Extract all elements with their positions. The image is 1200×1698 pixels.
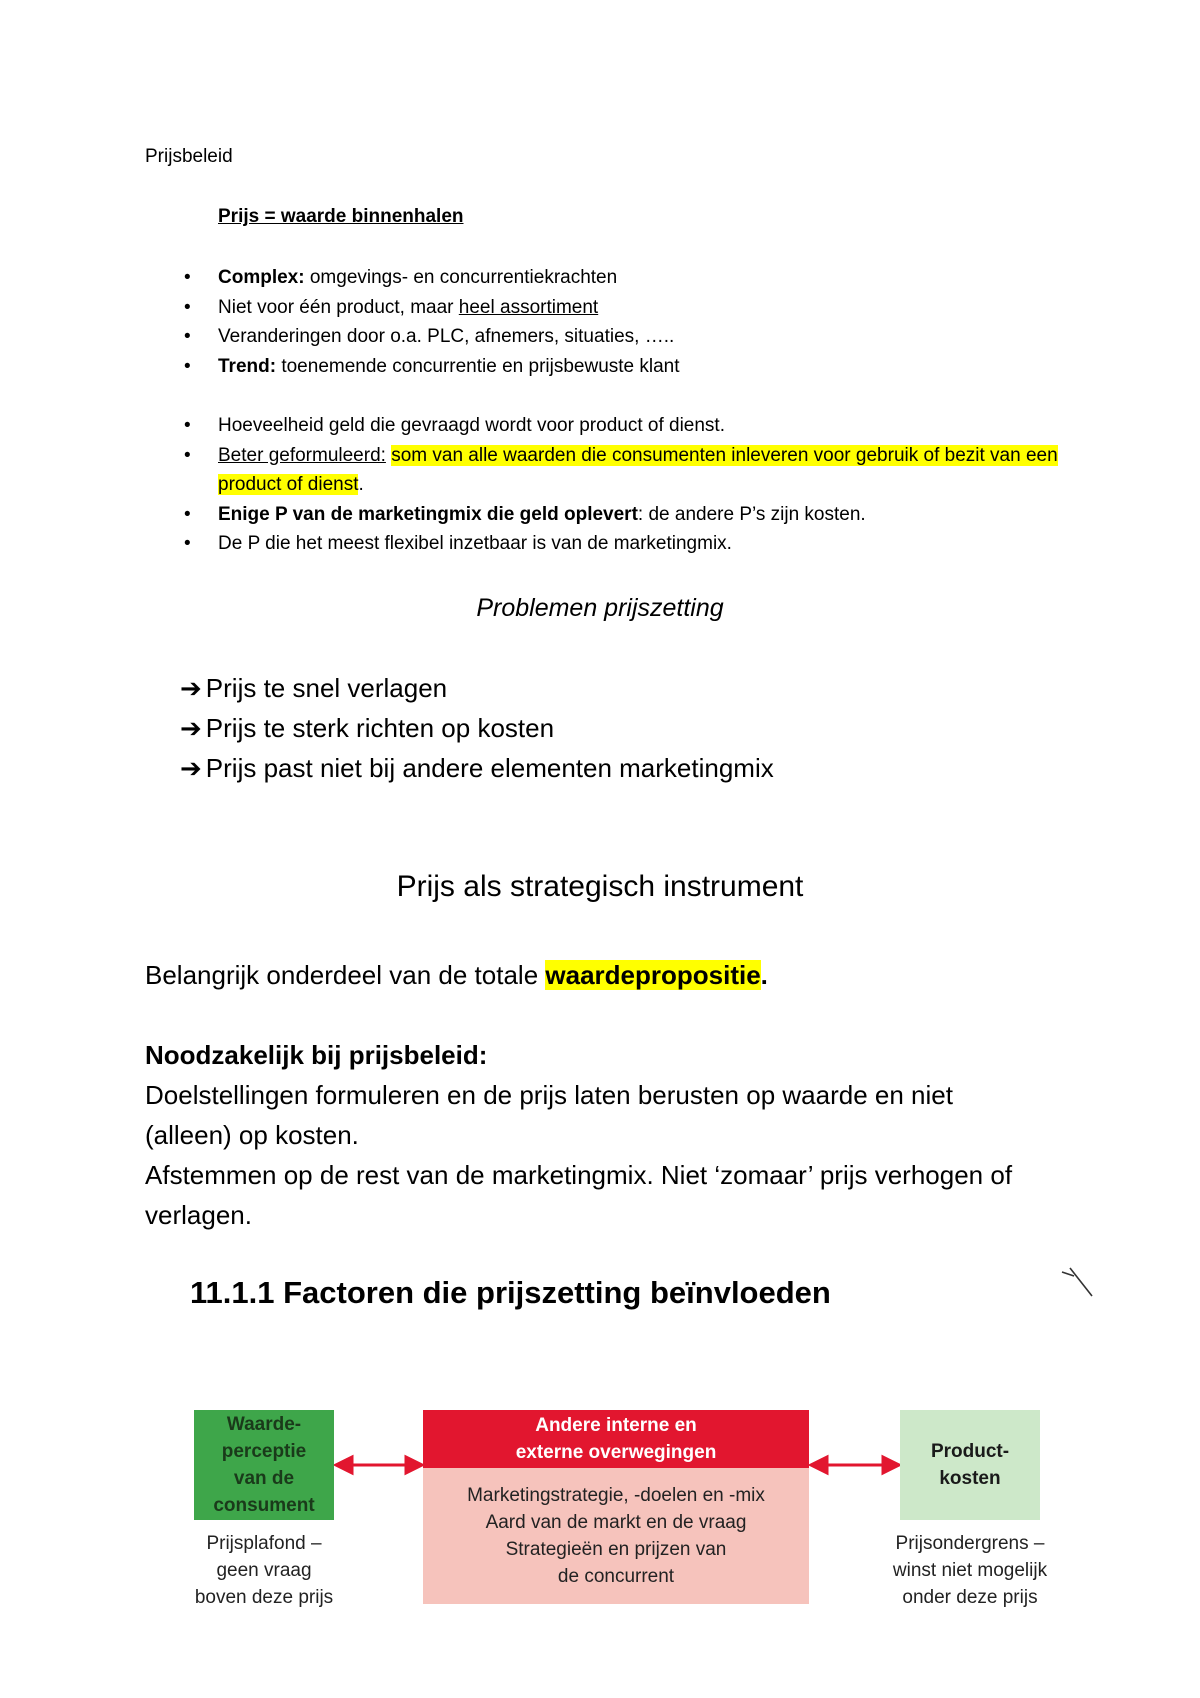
product-costs-box xyxy=(900,1410,1040,1520)
problems-list xyxy=(180,668,774,788)
paragraph-label: Noodzakelijk bij prijsbeleid: xyxy=(145,1040,488,1070)
list-item: ➔ Prijs past niet bij andere elementen marketingmix xyxy=(180,748,774,788)
section-heading: Prijs als strategisch instrument xyxy=(396,870,804,903)
page-title: Prijsbeleid xyxy=(145,146,233,167)
list-item: • Beter geformuleerd: som van alle waarden die consumenten inleveren voor gebruik of bezit van een product of dienst. xyxy=(180,441,1088,500)
arrow-right-icon: ➔ xyxy=(180,753,202,783)
price-ceiling-caption: Prijsplafond – geen vraag boven deze prijs xyxy=(194,1533,334,1608)
price-floor-caption: Prijsondergrens – winst niet mogelijk onder deze prijs xyxy=(892,1533,1048,1608)
value-perception-box xyxy=(194,1410,334,1520)
pen-tick-mark xyxy=(1060,1262,1094,1298)
box-label: Waarde- perceptie van de consument xyxy=(213,1414,315,1516)
paragraph-line: Afstemmen op de rest van de marketingmix. Niet ‘zomaar’ prijs verhogen of verlagen. xyxy=(145,1160,1013,1230)
arrow-right-icon: ➔ xyxy=(180,713,202,743)
list-item: ➔ Prijs te snel verlagen xyxy=(180,668,774,708)
list-item: • Trend: toenemende concurrentie en prijsbewuste klant xyxy=(180,352,680,382)
box-label: Marketingstrategie, -doelen en -mix Aard van de markt en de vraag Strategieën en prijzen van de concurrent xyxy=(467,1485,765,1587)
list-item: • Veranderingen door o.a. PLC, afnemers, situaties, ….. xyxy=(180,322,680,352)
box-label: Andere interne en externe overwegingen xyxy=(515,1415,717,1463)
list-item: ➔ Prijs te sterk richten op kosten xyxy=(180,708,774,748)
box-label: Product- kosten xyxy=(930,1441,1010,1489)
list-item: • Enige P van de marketingmix die geld oplevert: de andere P’s zijn kosten. xyxy=(180,500,1088,530)
list-item: • De P die het meest flexibel inzetbaar is van de marketingmix. xyxy=(180,529,1088,559)
list-item: • Complex: omgevings- en concurrentiekrachten xyxy=(180,263,680,293)
paragraph-value-proposition: Belangrijk onderdeel van de totale waardepropositie. xyxy=(145,960,768,990)
other-considerations-header xyxy=(423,1410,809,1468)
other-considerations-body xyxy=(423,1468,809,1604)
paragraph-line: Doelstellingen formuleren en de prijs laten berusten op waarde en niet (alleen) op kosten. xyxy=(145,1080,953,1150)
problems-heading: Problemen prijszetting xyxy=(476,594,724,622)
paragraph-necessities xyxy=(145,1035,1045,1235)
bullet-list-1 xyxy=(180,263,680,381)
list-item: • Niet voor één product, maar heel assortiment xyxy=(180,293,680,323)
bullet-list-2 xyxy=(180,411,1088,559)
subtitle: Prijs = waarde binnenhalen xyxy=(218,206,464,227)
figure-title: 11.1.1 Factoren die prijszetting beïnvloeden xyxy=(190,1275,831,1310)
list-item: • Hoeveelheid geld die gevraagd wordt voor product of dienst. xyxy=(180,411,1088,441)
arrow-right-icon: ➔ xyxy=(180,673,202,703)
